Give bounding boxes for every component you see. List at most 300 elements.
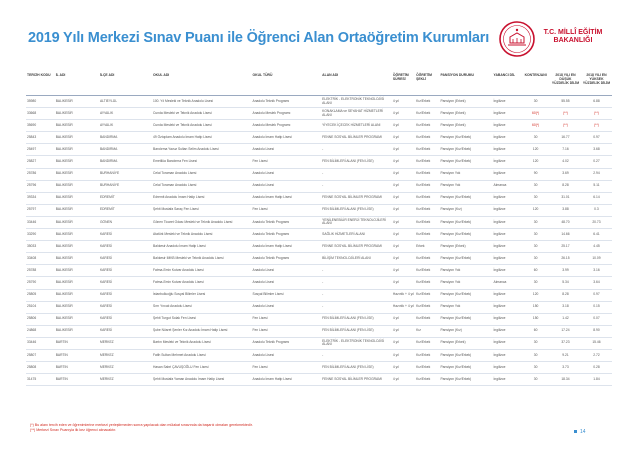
header-taban: 2018 YILI EN DÜŞÜK YÜZDELİK DİLİM (550, 72, 581, 96)
cell-kod: 25805 (26, 289, 55, 301)
cell-taban: 3.88 (550, 204, 581, 216)
cell-alan: BİLİŞİM TEKNOLOJİLERİ ALANI (321, 253, 392, 265)
cell-dil: İngilizce (493, 374, 522, 386)
cell-pansiyon: Pansiyon (Erkek) (439, 241, 492, 253)
cell-sekil: Erkek (415, 241, 439, 253)
cell-ilce: EDREMİT (99, 204, 152, 216)
cell-okul: 49 Öztoplam Anadolu İmam Hatip Lisesi (152, 132, 252, 144)
cell-pansiyon: Pansiyon (Kız/Erkek) (439, 313, 492, 325)
cell-pansiyon: Pansiyon (Erkek) (439, 120, 492, 132)
cell-taban: 37.23 (550, 337, 581, 349)
cell-kont: 120 (521, 144, 550, 156)
table-row (26, 349, 612, 361)
cell-pansiyon: Pansiyon Yok (439, 301, 492, 313)
cell-kod: 33408 (26, 253, 55, 265)
cell-ilce: KARESİ (99, 277, 152, 289)
cell-alan: FEN BİLİMLERİ ALANI (FEN LİSE) (321, 204, 392, 216)
cell-ilce: BANDIRMA (99, 156, 152, 168)
cell-tavan: 6.88 (581, 96, 612, 108)
table-row (26, 277, 612, 289)
cell-kod: 33668 (26, 108, 55, 120)
cell-kont: 60 (521, 325, 550, 337)
cell-sekil: Kız/Erkek (415, 313, 439, 325)
ministry-logo (498, 20, 608, 58)
cell-okul: Cunda Mesleki ve Teknik Anadolu Lisesi (152, 120, 252, 132)
cell-ilce: MERKEZ (99, 337, 152, 349)
cell-tur: Anadolu Teknik Programı (252, 216, 322, 228)
cell-il: BALIKESİR (55, 132, 99, 144)
cell-kont: 120 (521, 204, 550, 216)
cell-ilce: MERKEZ (99, 362, 152, 374)
cell-kod: 35980 (26, 96, 55, 108)
cell-ilce: BANDIRMA (99, 144, 152, 156)
cell-kont: 120 (521, 289, 550, 301)
cell-sekil: Kız/Erkek (415, 289, 439, 301)
cell-tavan: 0.97 (581, 289, 612, 301)
cell-kont: 30 (521, 192, 550, 204)
cell-kod: 25796 (26, 180, 55, 192)
cell-dil: Almanca (493, 277, 522, 289)
cell-dil: İngilizce (493, 144, 522, 156)
cell-okul: Şehit Mustafa Yaman Anadolu İmam Hatip Lisesi (152, 374, 252, 386)
cell-kod: 33290 (26, 229, 55, 241)
cell-tavan: 10.09 (581, 253, 612, 265)
cell-il: BALIKESİR (55, 192, 99, 204)
table-row (26, 229, 612, 241)
cell-sure: 4 yıl (392, 192, 415, 204)
cell-alan: ELEKTRİK - ELEKTRONİK TEKNOLOJİSİ ALANI (321, 96, 392, 108)
cell-sure: 4 yıl (392, 325, 415, 337)
cell-tavan: 0.27 (581, 156, 612, 168)
table-body (26, 96, 612, 386)
cell-okul: Emetllüa Bandırma Fen Lisesi (152, 156, 252, 168)
cell-il: BARTIN (55, 362, 99, 374)
cell-taban: 31.01 (550, 192, 581, 204)
cell-il: BALIKESİR (55, 216, 99, 228)
cell-dil: İngilizce (493, 362, 522, 374)
cell-tavan: (**) (581, 120, 612, 132)
cell-il: BALIKESİR (55, 120, 99, 132)
cell-sekil: Kız/Erkek (415, 216, 439, 228)
cell-taban: 9.21 (550, 349, 581, 361)
table-row (26, 132, 612, 144)
cell-tavan: 3.16 (581, 265, 612, 277)
cell-ilce: GÖNEN (99, 216, 152, 228)
cell-kont: 30 (521, 180, 550, 192)
cell-okul: Şube Nüsret Şenler Kız Anadolu İmam Hatip Lisesi (152, 325, 252, 337)
cell-kod: 25843 (26, 132, 55, 144)
cell-kod: 25807 (26, 349, 55, 361)
cell-dil: İngilizce (493, 132, 522, 144)
cell-sure: Hazırlık + 4 yıl (392, 289, 415, 301)
cell-tavan: 4.45 (581, 241, 612, 253)
cell-ilce: KARESİ (99, 301, 152, 313)
cell-sure: 4 yıl (392, 216, 415, 228)
cell-sure: 4 yıl (392, 337, 415, 349)
table-row (26, 144, 612, 156)
cell-kod: 25806 (26, 313, 55, 325)
cell-sure: 4 yıl (392, 156, 415, 168)
cell-kod: 39334 (26, 192, 55, 204)
cell-alan: YİYECEK İÇECEK HİZMETLERİ ALANI (321, 120, 392, 132)
cell-sekil: Kız/Erkek (415, 301, 439, 313)
cell-alan: FEN BİLİMLERİ ALANI (FEN LİSE) (321, 313, 392, 325)
cell-alan: FENNE SOSYAL BİLİMLER PROGRAMI (321, 132, 392, 144)
cell-tavan: 3.64 (581, 277, 612, 289)
cell-sure: 4 yıl (392, 277, 415, 289)
cell-taban: 8.28 (550, 180, 581, 192)
cell-kont: 120 (521, 156, 550, 168)
cell-dil: İngilizce (493, 204, 522, 216)
cell-okul: İstanbulluoğlu Sosyal Bilimler Lisesi (152, 289, 252, 301)
cell-ilce: MERKEZ (99, 374, 152, 386)
cell-okul: Atatürk Mesleki ve Teknik Anadolu Lisesi (152, 229, 252, 241)
cell-sekil: Kız (415, 325, 439, 337)
cell-sure: 4 yıl (392, 229, 415, 241)
cell-kod: 25797 (26, 204, 55, 216)
table-row (26, 337, 612, 349)
cell-sure: 4 yıl (392, 374, 415, 386)
cell-sure: 4 yıl (392, 253, 415, 265)
cell-alan: - (321, 301, 392, 313)
cell-sekil: Kız/Erkek (415, 229, 439, 241)
cell-il: BALIKESİR (55, 301, 99, 313)
footnote-1: (*) Bu alanı tercih eden ve öğrenimlerine merkezi yerleştirmeden sonra yapılacak olan mülakat sınavında da başarılı olmaları gerekmektedir. (30, 423, 253, 427)
cell-tavan: 15.46 (581, 337, 612, 349)
cell-dil: İngilizce (493, 313, 522, 325)
cell-dil: İngilizce (493, 253, 522, 265)
cell-ilce: KARESİ (99, 313, 152, 325)
cell-tur: Fen Lisesi (252, 362, 322, 374)
cell-taban: 1.42 (550, 313, 581, 325)
cell-okul: Balıkesir Anadolu İmam Hatip Lisesi (152, 241, 252, 253)
cell-kod: 25786 (26, 168, 55, 180)
cell-kont: 30 (521, 277, 550, 289)
cell-sure: 4 yıl (392, 144, 415, 156)
cell-kod: 33446 (26, 337, 55, 349)
cell-sure: 4 yıl (392, 362, 415, 374)
cell-alan: ELEKTRİK - ELEKTRONİK TEKNOLOJİSİ ALANI (321, 337, 392, 349)
footnote-2: (**) Merkezi Sınav Puanıyla ilk kez öğrenci alınacaktır. (30, 428, 117, 433)
cell-il: BALIKESİR (55, 265, 99, 277)
cell-kont: 30 (521, 229, 550, 241)
cell-kont: 30 (521, 349, 550, 361)
cell-ilce: AYVALIK (99, 108, 152, 120)
cell-dil: İngilizce (493, 192, 522, 204)
cell-ilce: ALTIEYLÜL (99, 96, 152, 108)
table-row (26, 301, 612, 313)
logo-text (538, 29, 608, 45)
cell-taban: 55.55 (550, 96, 581, 108)
cell-alan: KONAKLAMA ve SEYAHAT HİZMETLERİ ALANI (321, 108, 392, 120)
cell-dil: İngilizce (493, 156, 522, 168)
cell-ilce: AYVALIK (99, 120, 152, 132)
cell-taban: 14.66 (550, 229, 581, 241)
cell-il: BARTIN (55, 349, 99, 361)
cell-pansiyon: Pansiyon (Erkek) (439, 337, 492, 349)
cell-taban: 5.34 (550, 277, 581, 289)
cell-il: BALIKESİR (55, 289, 99, 301)
cell-pansiyon: Pansiyon Yok (439, 168, 492, 180)
cell-dil: Almanca (493, 180, 522, 192)
header-ilce: İLÇE ADI (99, 72, 152, 96)
cell-il: BALIKESİR (55, 229, 99, 241)
cell-sure: 4 yıl (392, 168, 415, 180)
header-sure: ÖĞRETİM SÜRESİ (392, 72, 415, 96)
cell-taban: 4.02 (550, 156, 581, 168)
cell-sure: 4 yıl (392, 180, 415, 192)
cell-alan: - (321, 289, 392, 301)
cell-alan: FEN BİLİMLERİ ALANI (FEN LİSE) (321, 362, 392, 374)
cell-kont: 30 (521, 96, 550, 108)
cell-dil: İngilizce (493, 108, 522, 120)
cell-alan: FENNE SOSYAL BİLİMLER PROGRAMI (321, 374, 392, 386)
cell-alan: - (321, 168, 392, 180)
cell-tavan: 6.14 (581, 192, 612, 204)
cell-alan: SAĞLIK HİZMETLERİ ALANI (321, 229, 392, 241)
cell-tavan: 5.11 (581, 180, 612, 192)
cell-tur: Anadolu Teknik Programı (252, 337, 322, 349)
cell-il: BALIKESİR (55, 144, 99, 156)
table-row (26, 156, 612, 168)
cell-pansiyon: Pansiyon (Kız/Erkek) (439, 144, 492, 156)
cell-kod: 25827 (26, 156, 55, 168)
cell-tavan: 0.28 (581, 362, 612, 374)
header-alan: ALAN ADI (321, 72, 392, 96)
table-header-row (26, 72, 612, 96)
cell-pansiyon: Pansiyon (Kız) (439, 325, 492, 337)
cell-il: BARTIN (55, 374, 99, 386)
cell-il: BALIKESİR (55, 168, 99, 180)
table-row (26, 325, 612, 337)
cell-sekil: Kız/Erkek (415, 108, 439, 120)
cell-tur: Anadolu Teknik Programı (252, 229, 322, 241)
cell-kod: 35033 (26, 241, 55, 253)
cell-taban: 8.28 (550, 289, 581, 301)
cell-dil: İngilizce (493, 349, 522, 361)
cell-tur: Fen Lisesi (252, 204, 322, 216)
cell-sekil: Kız/Erkek (415, 132, 439, 144)
cell-pansiyon: Pansiyon (Kız/Erkek) (439, 132, 492, 144)
cell-dil: İngilizce (493, 325, 522, 337)
cell-okul: Gönen Ticaret Odası Mesleki ve Teknik Anadolu Lisesi (152, 216, 252, 228)
cell-sure: 4 yıl (392, 265, 415, 277)
cell-alan: - (321, 265, 392, 277)
cell-taban: 16.77 (550, 132, 581, 144)
cell-okul: Cunda Mesleki ve Teknik Anadolu Lisesi (152, 108, 252, 120)
cell-pansiyon: Pansiyon (Erkek) (439, 96, 492, 108)
cell-il: BALIKESİR (55, 156, 99, 168)
cell-tur: Sosyal Bilimler Lisesi (252, 289, 322, 301)
cell-pansiyon: Pansiyon (Kız/Erkek) (439, 229, 492, 241)
cell-sure: 4 yıl (392, 241, 415, 253)
cell-kod: 24868 (26, 325, 55, 337)
header-kontenjan: KONTENJANI (521, 72, 550, 96)
cell-sekil: Kız/Erkek (415, 374, 439, 386)
cell-taban: 17.24 (550, 325, 581, 337)
cell-pansiyon: Pansiyon (Kız/Erkek) (439, 156, 492, 168)
cell-alan: FEN BİLİMLERİ ALANI (FEN LİSE) (321, 325, 392, 337)
cell-sure: Hazırlık + 4 yıl (392, 301, 415, 313)
cell-okul: Celal Toraman Anadolu Lisesi (152, 168, 252, 180)
cell-kont: 60 (521, 265, 550, 277)
cell-kod: 25788 (26, 265, 55, 277)
cell-sekil: Kız/Erkek (415, 180, 439, 192)
cell-okul: Fatma-Emin Kutvar Anadolu Lisesi (152, 277, 252, 289)
table-row (26, 374, 612, 386)
cell-il: BALIKESİR (55, 325, 99, 337)
cell-dil: İngilizce (493, 241, 522, 253)
cell-pansiyon: Pansiyon (Kız) (439, 204, 492, 216)
cell-tur: Anadolu Lisesi (252, 180, 322, 192)
cell-tavan: 3.68 (581, 144, 612, 156)
cell-kod: 25104 (26, 301, 55, 313)
cell-dil: İngilizce (493, 301, 522, 313)
cell-sekil: Kız/Erkek (415, 168, 439, 180)
cell-kont: 30 (521, 132, 550, 144)
cell-sure: 4 yıl (392, 96, 415, 108)
cell-kont: 30 (521, 374, 550, 386)
table-row (26, 253, 612, 265)
cell-tur: Anadolu İmam Hatip Lisesi (252, 192, 322, 204)
cell-sure: 4 yıl (392, 313, 415, 325)
cell-ilce: KARESİ (99, 265, 152, 277)
cell-kont: 30 (521, 337, 550, 349)
table-row (26, 204, 612, 216)
cell-il: BALIKESİR (55, 204, 99, 216)
cell-dil: İngilizce (493, 265, 522, 277)
cell-il: BALIKESİR (55, 253, 99, 265)
cell-okul: 100. Yıl Mesleki ve Teknik Anadolu Lisesi (152, 96, 252, 108)
cell-pansiyon: Pansiyon (Kız/Erkek) (439, 374, 492, 386)
cell-okul: Bartın Mesleki ve Teknik Anadolu Lisesi (152, 337, 252, 349)
cell-ilce: KARESİ (99, 253, 152, 265)
cell-pansiyon: Pansiyon (Erkek) (439, 108, 492, 120)
table-row (26, 168, 612, 180)
cell-kont: 60(*) (521, 120, 550, 132)
cell-taban: 3.99 (550, 265, 581, 277)
cell-kont: 30 (521, 216, 550, 228)
cell-sekil: Kız/Erkek (415, 277, 439, 289)
cell-tur: Anadolu Lisesi (252, 168, 322, 180)
cell-kod: 35690 (26, 120, 55, 132)
cell-alan: FEN BİLİMLERİ ALANI (FEN LİSE) (321, 156, 392, 168)
cell-taban: 26.15 (550, 253, 581, 265)
cell-tur: Anadolu Meslek Programı (252, 120, 322, 132)
cell-okul: Hasan Sabri ÇAVUŞOĞLU Fen Lisesi (152, 362, 252, 374)
cell-ilce: KARESİ (99, 325, 152, 337)
cell-sekil: Kız/Erkek (415, 120, 439, 132)
cell-sekil: Kız/Erkek (415, 265, 439, 277)
cell-pansiyon: Pansiyon (Kız/Erkek) (439, 216, 492, 228)
cell-taban: 48.70 (550, 216, 581, 228)
cell-alan: - (321, 144, 392, 156)
cell-kont: 90 (521, 168, 550, 180)
cell-sekil: Kız/Erkek (415, 192, 439, 204)
cell-tur: Anadolu Lisesi (252, 349, 322, 361)
header-dil: YABANCI DİL (493, 72, 522, 96)
cell-dil: İngilizce (493, 168, 522, 180)
cell-kont: 150 (521, 301, 550, 313)
cell-sekil: Kız/Erkek (415, 253, 439, 265)
cell-pansiyon: Pansiyon (Kız/Erkek) (439, 253, 492, 265)
cell-sekil: Kız/Erkek (415, 337, 439, 349)
cell-sure: 4 yıl (392, 349, 415, 361)
cell-kont: 60(*) (521, 108, 550, 120)
page-title: 2019 Yılı Merkezi Sınav Puanı ile Öğrenci Alan Ortaöğretim Kurumları (28, 30, 490, 46)
cell-sure: 4 yıl (392, 132, 415, 144)
cell-sekil: Kız/Erkek (415, 204, 439, 216)
cell-il: BALIKESİR (55, 313, 99, 325)
cell-kont: 30 (521, 362, 550, 374)
cell-sekil: Kız/Erkek (415, 349, 439, 361)
cell-il: BALIKESİR (55, 180, 99, 192)
table-row (26, 192, 612, 204)
cell-ilce: BURHANİYE (99, 168, 152, 180)
cell-okul: Bandırma Yavuz Sultan Selim Anadolu Lisesi (152, 144, 252, 156)
cell-tur: Fen Lisesi (252, 313, 322, 325)
cell-dil: İngilizce (493, 229, 522, 241)
cell-tavan: 20.73 (581, 216, 612, 228)
cell-tur: Fen Lisesi (252, 156, 322, 168)
cell-taban: (**) (550, 108, 581, 120)
cell-tavan: 0.07 (581, 313, 612, 325)
cell-dil: İngilizce (493, 337, 522, 349)
cell-il: BALIKESİR (55, 277, 99, 289)
cell-tavan: 0.15 (581, 301, 612, 313)
cell-okul: Şehit Mustafa Saraç Fen Lisesi (152, 204, 252, 216)
cell-kod: 25808 (26, 362, 55, 374)
cell-ilce: BANDIRMA (99, 132, 152, 144)
cell-il: BARTIN (55, 337, 99, 349)
cell-taban: 18.34 (550, 374, 581, 386)
cell-taban: 3.18 (550, 301, 581, 313)
cell-pansiyon: Pansiyon Yok (439, 277, 492, 289)
meb-emblem-icon (498, 20, 536, 58)
cell-tavan: 2.72 (581, 349, 612, 361)
cell-sekil: Kız/Erkek (415, 156, 439, 168)
header-tavan: 2018 YILI EN YÜKSEK YÜZDELİK DİLİM (581, 72, 612, 96)
logo-line-1: T.C. MİLLÎ EĞİTİM (543, 29, 603, 36)
table-row (26, 120, 612, 132)
cell-okul: Celal Toraman Anadolu Lisesi (152, 180, 252, 192)
cell-okul: Balıkesir IMKB Mesleki ve Teknik Anadolu Lisesi (152, 253, 252, 265)
cell-okul: Sırrı Yırcalı Anadolu Lisesi (152, 301, 252, 313)
page-number-marker (574, 430, 577, 433)
cell-tur: Anadolu Meslek Programı (252, 108, 322, 120)
cell-tavan: 6.41 (581, 229, 612, 241)
cell-alan: - (321, 180, 392, 192)
cell-tur: Anadolu İmam Hatip Lisesi (252, 374, 322, 386)
cell-sekil: Kız/Erkek (415, 362, 439, 374)
cell-taban: 7.16 (550, 144, 581, 156)
table-row (26, 362, 612, 374)
page-number: 14 (580, 429, 586, 435)
cell-kont: 150 (521, 313, 550, 325)
cell-kod: 31475 (26, 374, 55, 386)
cell-il: BALIKESİR (55, 241, 99, 253)
cell-ilce: KARESİ (99, 241, 152, 253)
table-row (26, 289, 612, 301)
table-row (26, 241, 612, 253)
cell-okul: Şehit Turgut Solak Fen Lisesi (152, 313, 252, 325)
cell-tavan: 1.84 (581, 374, 612, 386)
cell-tavan: 0.3 (581, 204, 612, 216)
cell-il: BALIKESİR (55, 108, 99, 120)
cell-il: BALIKESİR (55, 96, 99, 108)
cell-taban: 3.73 (550, 362, 581, 374)
cell-tavan: (**) (581, 108, 612, 120)
